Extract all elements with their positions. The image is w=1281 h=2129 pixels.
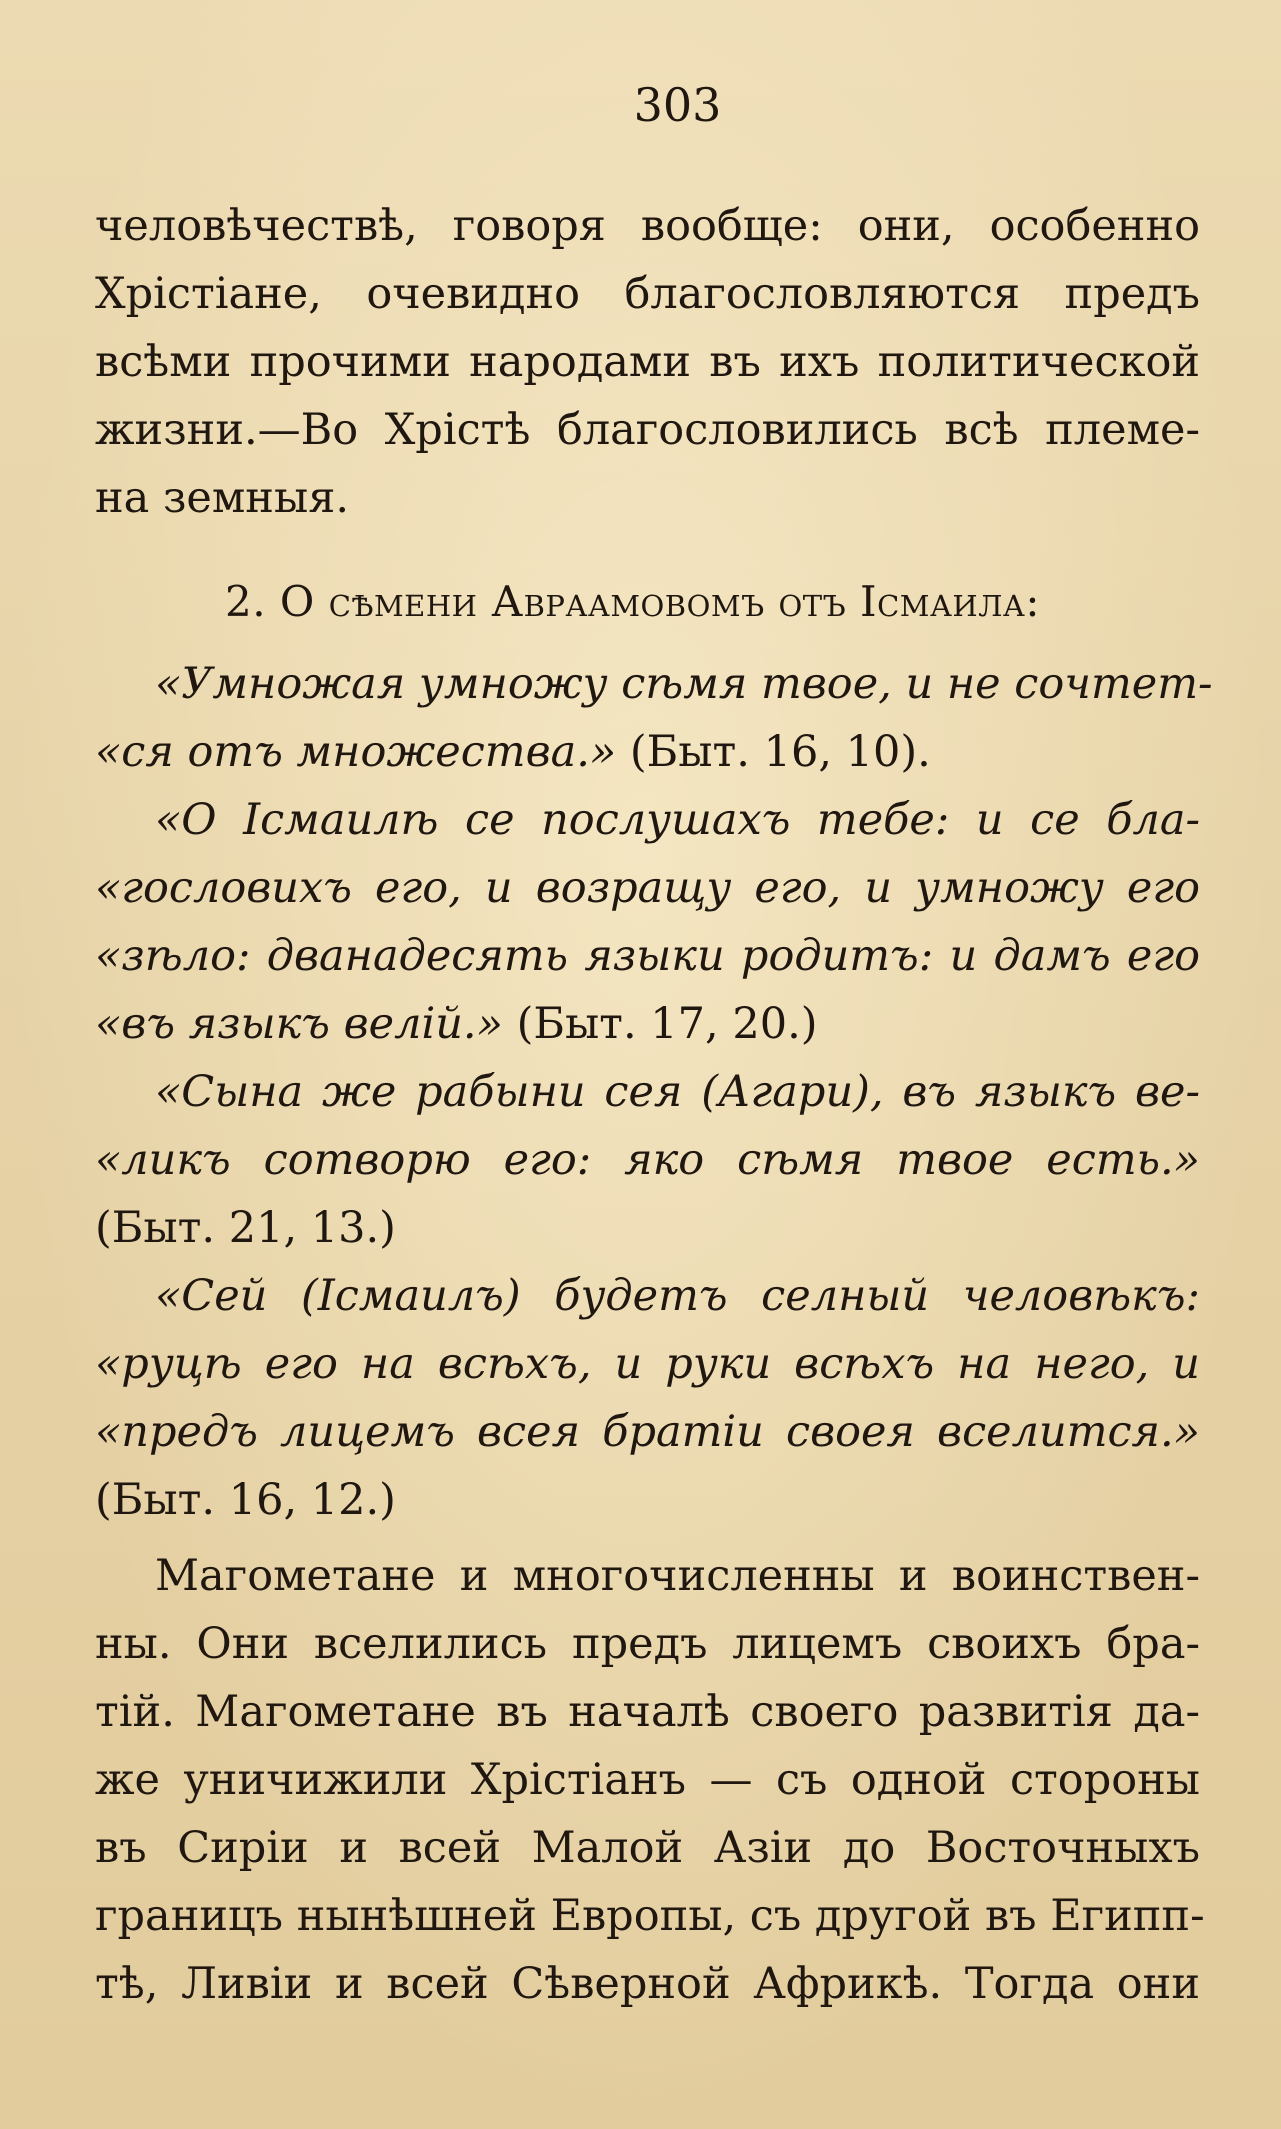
text-line: жизни.—Во Хрістѣ благословились всѣ племе-: [95, 405, 1200, 455]
quote-text: «въ языкъ велій.»: [95, 999, 503, 1049]
text-line: тій. Магометане въ началѣ своего развитія да-: [95, 1687, 1200, 1737]
quote-line: «Сей (Ісмаилъ) будетъ селный человѣкъ:: [155, 1271, 1200, 1321]
text-line: Магометане и многочисленны и воинствен-: [155, 1551, 1200, 1601]
page-content: [95, 70, 1213, 2018]
text-line: же уничижили Хрістіанъ — съ одной стороны: [95, 1755, 1200, 1805]
text-line: всѣми прочими народами въ ихъ политической: [95, 337, 1200, 387]
text-line: Хрістіане, очевидно благословляются предъ: [95, 269, 1200, 319]
text-line: на земныя.: [95, 473, 349, 523]
quote-line-with-ref: [95, 718, 1200, 786]
quote-line: «ликъ сотворю его: яко сѣмя твое есть.»: [95, 1135, 1200, 1185]
quote-line-with-ref: [95, 990, 1200, 1058]
paragraph-1: [95, 192, 1200, 532]
quote-line: «Сына же рабыни сея (Агари), въ языкъ ве-: [155, 1067, 1200, 1117]
spacer: [95, 532, 1200, 568]
quote-line: «руцѣ его на всѣхъ, и руки всѣхъ на него, и: [95, 1339, 1200, 1389]
scripture-reference: (Быт. 16, 12.): [95, 1475, 396, 1525]
quote-4: [95, 1262, 1200, 1534]
quote-1: [95, 650, 1213, 786]
quote-line: «зѣло: дванадесять языки родитъ: и дамъ его: [95, 931, 1200, 981]
text-line: ны. Они вселились предъ лицемъ своихъ бра-: [95, 1619, 1200, 1669]
text-line: тѣ, Ливіи и всей Сѣверной Африкѣ. Тогда они: [95, 1959, 1200, 2009]
scripture-reference: (Быт. 17, 20.): [516, 999, 818, 1049]
quote-line: «предъ лицемъ всея братіи своея вселится.»: [95, 1407, 1200, 1457]
spacer: [95, 636, 1200, 650]
paragraph-2: [95, 1542, 1205, 2018]
scripture-reference: (Быт. 16, 10).: [629, 727, 931, 777]
quote-line: «Умножая умножу сѣмя твое, и не сочтет-: [155, 659, 1213, 709]
spacer: [95, 1534, 1200, 1542]
quote-line: «О Ісмаилѣ се послушахъ тебе: и се бла-: [155, 795, 1200, 845]
quote-line: «гословихъ его, и возращу его, и умножу его: [95, 863, 1200, 913]
scripture-reference: (Быт. 21, 13.): [95, 1203, 396, 1253]
quote-text: «ся отъ множества.»: [95, 727, 617, 777]
page-number: 303: [633, 78, 722, 132]
text-line: въ Сиріи и всей Малой Азіи до Восточныхъ: [95, 1823, 1200, 1873]
text-line: человѣчествѣ, говоря вообще: они, особенно: [95, 201, 1200, 251]
text-line: границъ нынѣшней Европы, съ другой въ Египп-: [95, 1891, 1205, 1941]
quote-2: [95, 786, 1200, 1058]
quote-3: [95, 1058, 1200, 1262]
section-heading: 2. О сѣмени Авраамовомъ отъ Ісмаила:: [225, 577, 1041, 626]
